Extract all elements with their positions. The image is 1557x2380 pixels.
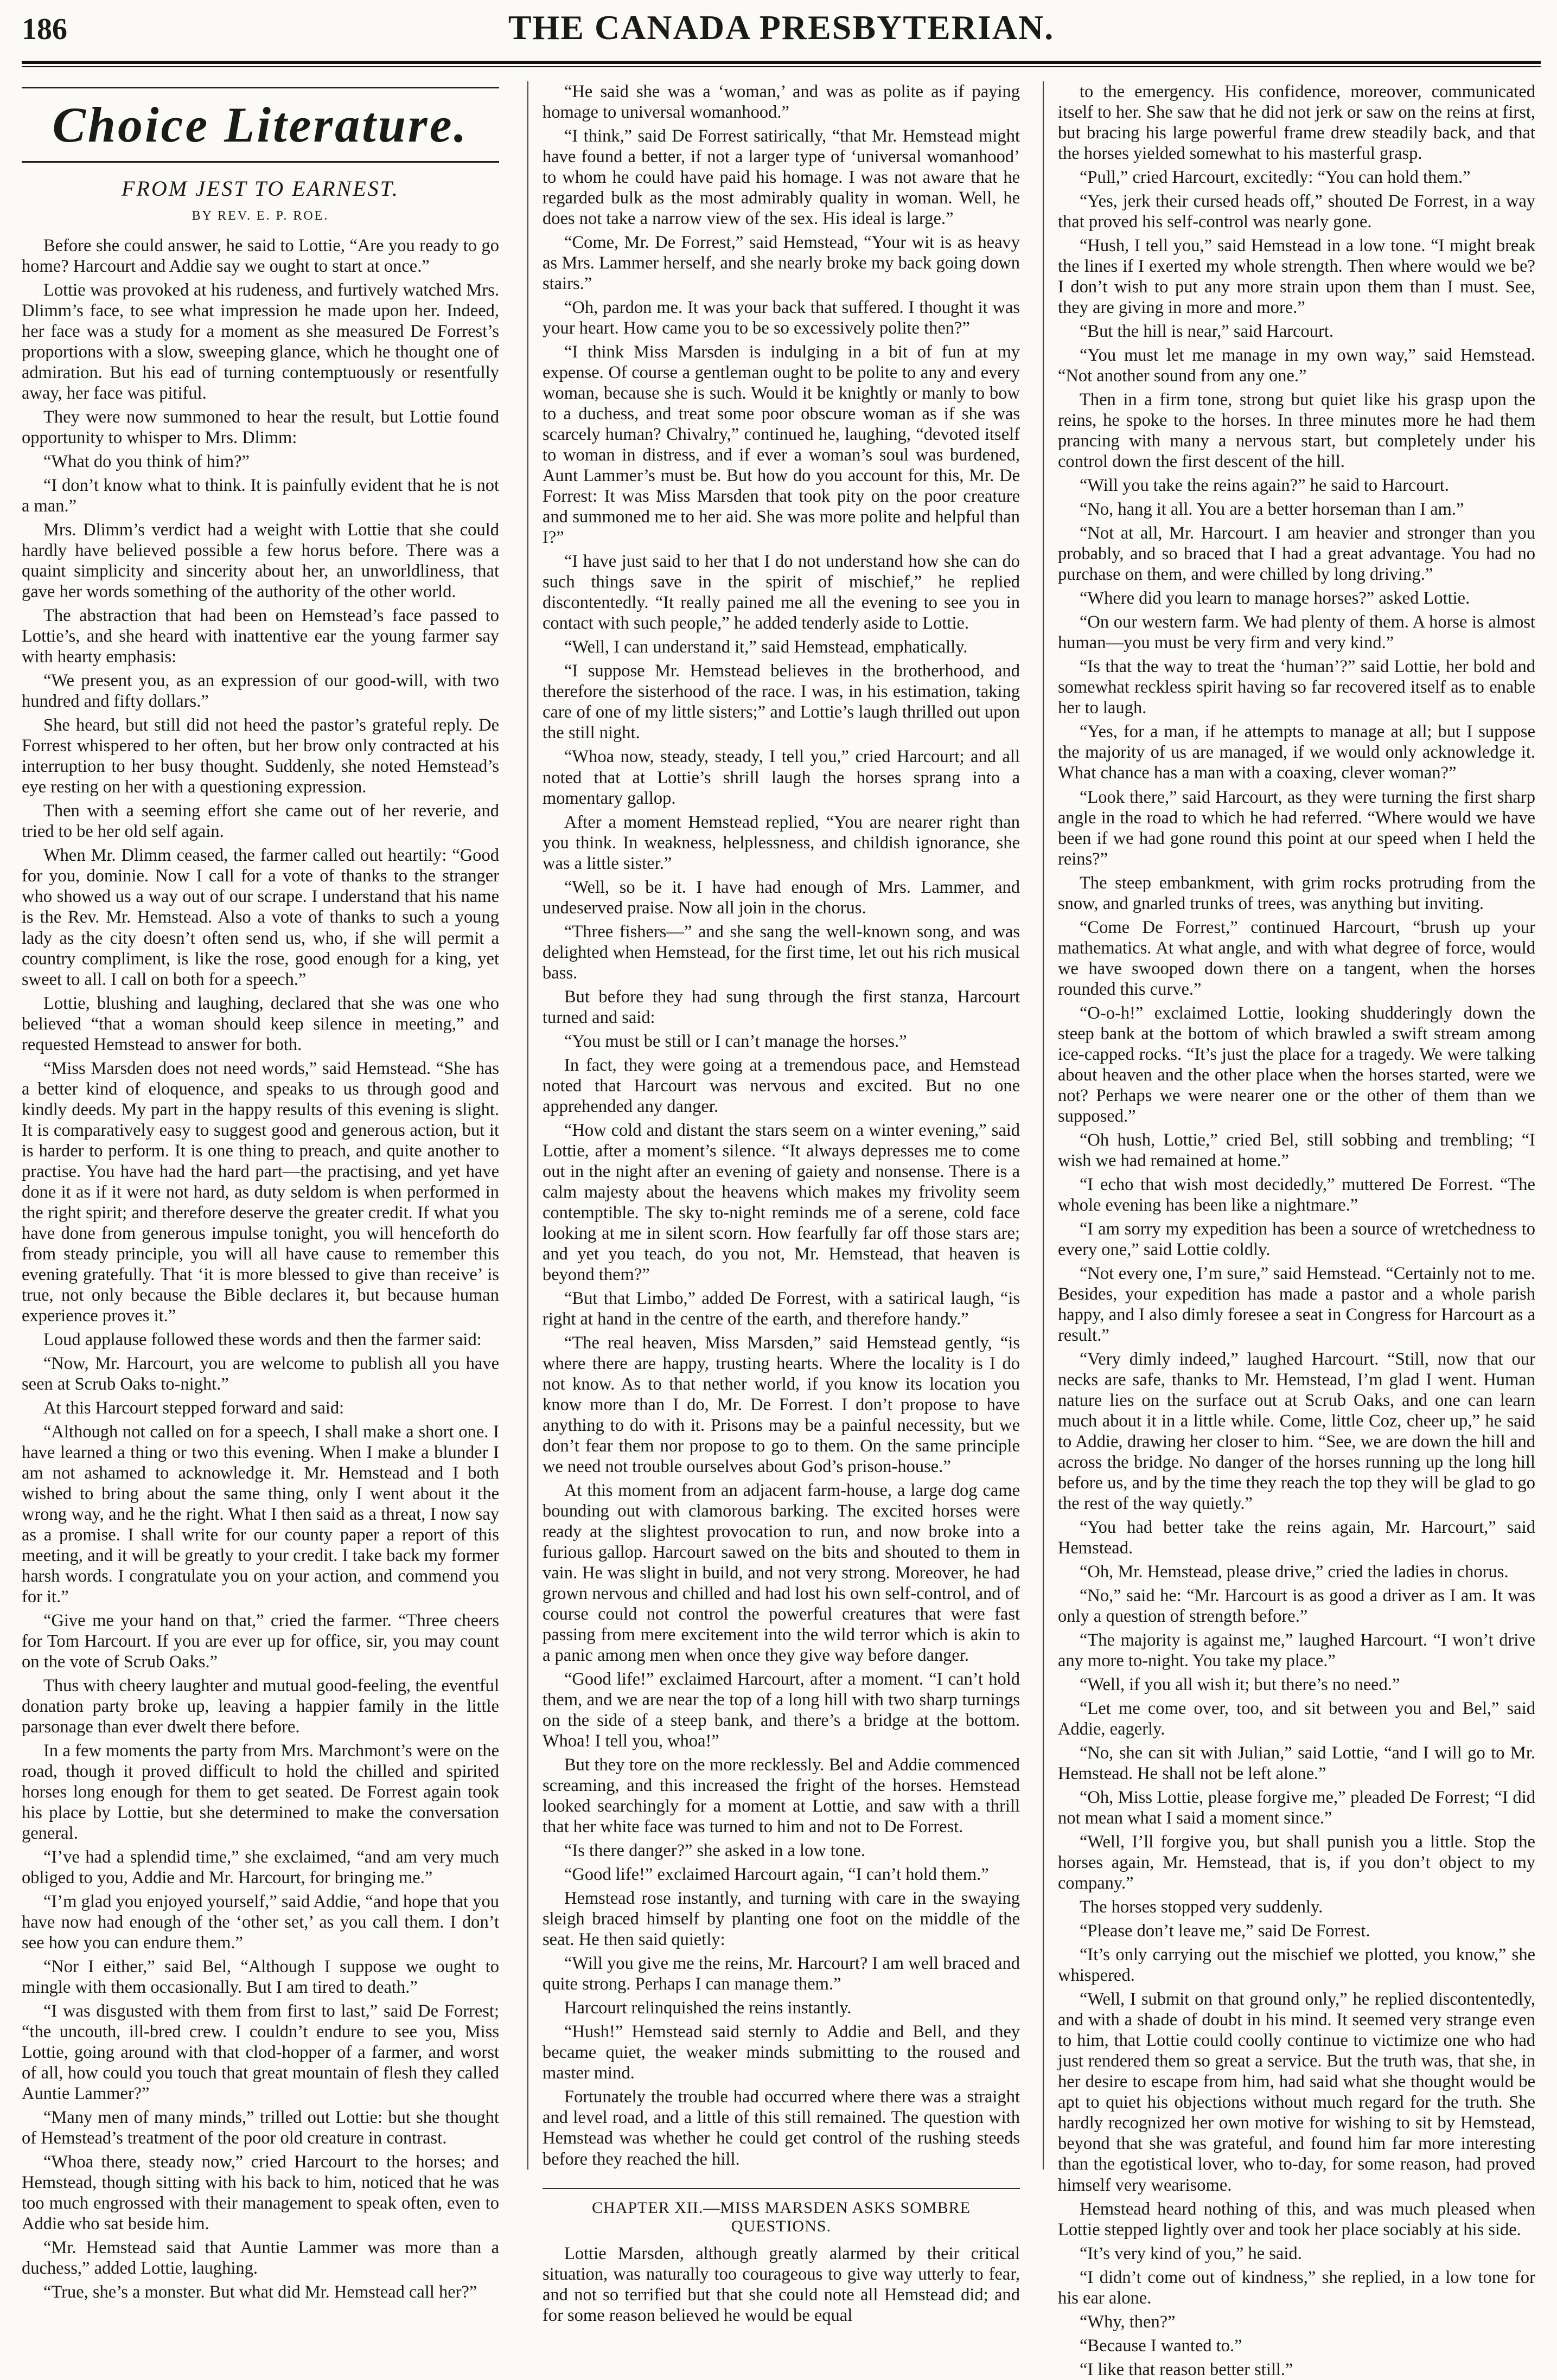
paragraph: “Because I wanted to.” [1080, 2336, 1242, 2356]
paragraph: “I was disgusted with them from first to last,” said De Forrest; “the uncouth, ill-bred crew. I couldn’t endure to see you, Miss Lottie, going around with that clod-hopper of a farmer, and worst of all, how could you touch that great mountain of flesh they called Auntie Lammer?” [22, 2001, 499, 2104]
paragraph: Hemstead rose instantly, and turning with care in the swaying sleigh braced himself by planting one foot on the middle of the seat. He then said quietly: [543, 1889, 1020, 1950]
paragraph: Mrs. Dlimm’s verdict had a weight with Lottie that she could hardly have believed possible a few horus before. There was a quaint simplicity and sincerity about her, an unworldliness, that gave her words something of the authority of the other world. [22, 520, 499, 602]
paragraph: “Although not called on for a speech, I shall make a short one. I have learned a thing or two this evening. When I make a blunder I am not ashamed to acknowledge it. Mr. Hemstead and I both wished to bring about the same thing, only I went about it the wrong way, and he the right. What I then said as a threat, I now say as a promise. I shall write for our county paper a report of this meeting, and it will be greatly to your credit. I take back my former harsh words. I congratulate you on your action, and commend you for it.” [22, 1422, 499, 1607]
paragraph: “Mr. Hemstead said that Auntie Lammer was more than a duchess,” added Lottie, laughing. [22, 2238, 499, 2279]
paragraph: In a few moments the party from Mrs. Marchmont’s were on the road, though it proved difficult to hold the chilled and spirited horses long enough for them to get seated. De Forrest again took his place by Lottie, but she determined to make the conversation general. [22, 1741, 499, 1844]
paragraph: After a moment Hemstead replied, “You are nearer right than you think. In weakness, helplessness, and childish ignorance, she was a little sister.” [543, 812, 1020, 873]
paragraph: “You must let me manage in my own way,” said Hemstead. “Not another sound from any one.” [1058, 346, 1535, 386]
paragraph: “Well, I can understand it,” said Hemstead, emphatically. [564, 637, 968, 657]
paragraph: The abstraction that had been on Hemstead’s face passed to Lottie’s, and she heard with inattentive ear the young farmer say with hearty emphasis: [22, 606, 499, 667]
paragraph: “On our western farm. We had plenty of them. A horse is almost human—you must be very firm and very kind.” [1058, 612, 1535, 653]
paragraph: “O-o-h!” exclaimed Lottie, looking shudderingly down the steep bank at the bottom of which brawled a swift stream among ice-capped rocks. “It’s just the place for a tragedy. We were talking about heaven and the other place when the horses started, were we not? Perhaps we were nearer one or the other of them than we supposed.” [1058, 1003, 1535, 1126]
paragraph: “What do you think of him?” [43, 452, 250, 472]
paragraph: “Whoa now, steady, steady, I tell you,” cried Harcourt; and all noted that at Lottie’s shrill laugh the horses sprang into a momentary gallop. [543, 747, 1020, 808]
page-number: 186 [22, 12, 67, 46]
paragraph: “Nor I either,” said Bel, “Although I suppose we ought to mingle with them occasionally. But I am tired to death.” [22, 1957, 499, 1998]
paragraph: “No,” said he: “Mr. Harcourt is as good a driver as I am. It was only a question of strength before.” [1058, 1586, 1535, 1627]
paragraph: Lottie was provoked at his rudeness, and furtively watched Mrs. Dlimm’s face, to see what impression he made upon her. Indeed, her face was a study for a moment as she measured De Forrest’s proportions with a slow, sweeping glance, which he thought one of admiration. But his ead of turning contemptuously or resentfully away, her face was pitiful. [22, 280, 499, 404]
paragraph: “Hush, I tell you,” said Hemstead in a low tone. “I might break the lines if I exerted my whole strength. Then where would we be? I don’t wish to put any more strain upon them than I must. See, they are giving in more and more.” [1058, 236, 1535, 318]
paragraph: “Give me your hand on that,” cried the farmer. “Three cheers for Tom Harcourt. If you are ever up for office, sir, you may count on the vote of Scrub Oaks.” [22, 1611, 499, 1672]
paragraph: “Oh, pardon me. It was your back that suffered. I thought it was your heart. How came you to be so excessively polite then?” [543, 298, 1020, 338]
paragraph: “Well, so be it. I have had enough of Mrs. Lammer, and undeserved praise. Now all join in the chorus. [543, 877, 1020, 918]
paragraph: “Oh, Miss Lottie, please forgive me,” pleaded De Forrest; “I did not mean what I said a moment since.” [1058, 1788, 1535, 1828]
paragraph: “Yes, jerk their cursed heads off,” shouted De Forrest, in a way that proved his self-control was nearly gone. [1058, 191, 1535, 232]
paragraph: “Pull,” cried Harcourt, excitedly: “You can hold them.” [1080, 168, 1471, 188]
paragraph: At this moment from an adjacent farm-house, a large dog came bounding out with clamorous barking. The excited horses were ready at the slightest provocation to run, and now broke into a furious gallop. Harcourt sawed on the bits and shouted to them in vain. He was slight in build, and not very strong. Moreover, he had grown nervous and chilled and had lost his own self-control, and of course could not control the powerful creatures that were fast passing from mere excitement into the wild terror which is akin to a panic among men when once they give way before danger. [543, 1481, 1020, 1666]
paragraph: “Hush!” Hemstead said sternly to Addie and Bell, and they became quiet, the weaker minds submitting to the roused and master mind. [543, 2022, 1020, 2083]
paragraph: Thus with cheery laughter and mutual good-feeling, the eventful donation party broke up, leaving a happier family in the little parsonage than ever dwelt there before. [22, 1676, 499, 1737]
paragraph: In fact, they were going at a tremendous pace, and Hemstead noted that Harcourt was nervous and excited. But no one apprehended any danger. [543, 1055, 1020, 1116]
header-rule [22, 61, 1541, 64]
paragraph: Before she could answer, he said to Lottie, “Are you ready to go home? Harcourt and Addie say we ought to start at once.” [22, 236, 499, 277]
paragraph: “I like that reason better still.” [1080, 2359, 1293, 2379]
paragraph: “Is there danger?” she asked in a low tone. [564, 1841, 865, 1861]
paragraph: Lottie Marsden, although greatly alarmed by their critical situation, was naturally too courageous to give way utterly to fear, and not so terrified but that she could note all Hemstead did; and for some reason believed he would be equal [543, 2243, 1020, 2325]
paragraph: “Oh hush, Lottie,” cried Bel, still sobbing and trembling; “I wish we had remained at home.” [1058, 1130, 1535, 1170]
paragraph: “Well, if you all wish it; but there’s no need.” [1080, 1675, 1400, 1695]
paragraph: But before they had sung through the first stanza, Harcourt turned and said: [543, 987, 1020, 1027]
column-2 [543, 81, 1020, 2325]
section-title: Choice Literature. [22, 87, 499, 163]
column-1 [22, 81, 499, 2302]
paragraph: “He said she was a ‘woman,’ and was as polite as if paying homage to universal womanhood.” [543, 82, 1020, 123]
column-3 [1058, 81, 1535, 2379]
paragraph: “Not every one, I’m sure,” said Hemstead. “Certainly not to me. Besides, your expedition has made a pastor and a whole parish happy, and I also dimly foresee a seat in Congress for Harcourt as a result.” [1058, 1263, 1535, 1345]
paragraph: They were now summoned to hear the result, but Lottie found opportunity to whisper to Mrs. Dlimm: [22, 407, 499, 448]
paragraph: “I echo that wish most decidedly,” muttered De Forrest. “The whole evening has been like a nightmare.” [1058, 1174, 1535, 1215]
column-2-body [543, 81, 1020, 2170]
paragraph: Hemstead heard nothing of this, and was much pleased when Lottie stepped lightly over and took her place sociably at his side. [1058, 2199, 1535, 2240]
paragraph: “I think,” said De Forrest satirically, “that Mr. Hemstead might have found a better, if not a larger type of ‘universal womanhood’ to whom he could have paid his homage. I was not aware that he regarded bulk as the most admirably quality in woman. Well, he does not take a narrow view of the sex. His ideal is large.” [543, 126, 1020, 229]
paragraph: The horses stopped very suddenly. [1080, 1897, 1323, 1917]
paragraph: “You had better take the reins again, Mr. Harcourt,” said Hemstead. [1058, 1518, 1535, 1558]
chapter-body [543, 2243, 1020, 2326]
column-divider [527, 81, 528, 2170]
paragraph: “Is that the way to treat the ‘human’?” said Lottie, her bold and somewhat reckless spirit having so far recovered itself as to enable her to laugh. [1058, 657, 1535, 718]
paragraph: “Many men of many minds,” trilled out Lottie: but she thought of Hemstead’s treatment of the poor old creature in contrast. [22, 2108, 499, 2148]
paragraph: “How cold and distant the stars seem on a winter evening,” said Lottie, after a moment’s silence. “It always depresses me to come out in the night after an evening of gaiety and nonsense. There is a calm majesty about the heavens which makes my frivolity seem contemptible. The sky to-night reminds me of a serene, cold face looking at me in silent scorn. How fearfully far off those stars are; and yet you teach, do you not, Mr. Hemstead, that heaven is beyond them?” [543, 1120, 1020, 1284]
masthead [22, 8, 1541, 56]
paragraph: “No, she can sit with Julian,” said Lottie, “and I will go to Mr. Hemstead. He shall not be left alone.” [1058, 1743, 1535, 1784]
column-divider [1043, 81, 1044, 2170]
paper-title: THE CANADA PRESBYTERIAN. [508, 8, 1055, 47]
paragraph: “The real heaven, Miss Marsden,” said Hemstead gently, “is where there are happy, trusting hearts. Where the locality is I do not know. As to that nether world, if you know its location you know more than I do, Mr. De Forrest. I don’t propose to have anything to do with it. Prisons may be a painful necessity, but we don’t fear them nor propose to go to them. On the same principle we need not trouble ourselves about God’s prison-house.” [543, 1333, 1020, 1476]
paragraph: The steep embankment, with grim rocks protruding from the snow, and gnarled trunks of trees, was anything but inviting. [1058, 873, 1535, 913]
paragraph: “Not at all, Mr. Harcourt. I am heavier and stronger than you probably, and so braced that I had a great advantage. You had no purchase on them, and were chilled by long driving.” [1058, 523, 1535, 585]
paragraph: She heard, but still did not heed the pastor’s grateful reply. De Forrest whispered to her often, but her brow only contracted at his interruption to her busy thought. Suddenly, she noted Hemstead’s eye resting on her with a questioning expression. [22, 715, 499, 797]
paragraph: “Good life!” exclaimed Harcourt again, “I can’t hold them.” [564, 1865, 989, 1885]
paragraph: “Look there,” said Harcourt, as they were turning the first sharp angle in the road to which he had referred. “Where would we have been if we had gone round this point at our speed when I held the reins?” [1058, 787, 1535, 869]
paragraph: “I’m glad you enjoyed yourself,” said Addie, “and hope that you have now had enough of the ‘other set,’ as you call them. I don’t see how you can endure them.” [22, 1892, 499, 1953]
paragraph: “Now, Mr. Harcourt, you are welcome to publish all you have seen at Scrub Oaks to-night.” [22, 1353, 499, 1394]
paragraph: Lottie, blushing and laughing, declared that she was one who believed “that a woman should keep silence in meeting,” and requested Hemstead to answer for both. [22, 993, 499, 1054]
paragraph: Loud applause followed these words and then the farmer said: [43, 1329, 482, 1349]
paragraph: “Good life!” exclaimed Harcourt, after a moment. “I can’t hold them, and we are near the top of a long hill with two sharp turnings on the side of a steep bank, and there’s a bridge at the bottom. Whoa! I tell you, whoa!” [543, 1669, 1020, 1751]
paragraph: But they tore on the more recklessly. Bel and Addie commenced screaming, and this increased the fright of the horses. Hemstead looked searchingly for a moment at Lottie, and saw with a thrill that her white face was turned to him and not to De Forrest. [543, 1755, 1020, 1837]
paragraph: “Very dimly indeed,” laughed Harcourt. “Still, now that our necks are safe, thanks to Mr. Hemstead, I’m glad I went. Human nature lies on the surface out at Scrub Oaks, and one can learn much about it in a little while. Come, little Coz, cheer up,” he said to Addie, drawing her closer to him. “See, we are down the hill and across the bridge. No danger of the horses running up the long hill before us, and by the time they reach the top they will be glad to go the rest of the way quietly.” [1058, 1349, 1535, 1514]
paragraph: “It’s only carrying out the mischief we plotted, you know,” she whispered. [1058, 1945, 1535, 1986]
paragraph: Fortunately the trouble had occurred where there was a straight and level road, and a little of this still remained. The question with Hemstead was whether he could get control of the rushing steeds before they reached the hill. [543, 2087, 1020, 2169]
column-1-body [22, 235, 499, 2303]
paragraph: “No, hang it all. You are a better horseman than I am.” [1080, 500, 1464, 520]
paragraph: “The majority is against me,” laughed Harcourt. “I won’t drive any more to-night. You take my place.” [1058, 1630, 1535, 1671]
paragraph: “I’ve had a splendid time,” she exclaimed, “and am very much obliged to you, Addie and Mr. Harcourt, for bringing me.” [22, 1847, 499, 1888]
paragraph: “I suppose Mr. Hemstead believes in the brotherhood, and therefore the sisterhood of the race. I was, in his estimation, taking care of one of my little sisters;” and Lottie’s laugh thrilled out upon the still night. [543, 661, 1020, 743]
paragraph: “I think Miss Marsden is indulging in a bit of fun at my expense. Of course a gentleman ought to be polite to any and every woman, because she is such. Would it be knightly or manly to bow to a duchess, and treat some poor obscure woman as if she was scarcely human? Chivalry,” continued he, laughing, “devoted itself to woman in distress, and if ever a woman’s soul was burdened, Aunt Lammer’s must be. But how do you account for this, Mr. De Forrest: It was Miss Marsden that took pity on the poor creature and summoned me to her aid. She was more polite and helpful than I?” [543, 342, 1020, 548]
paragraph: “Where did you learn to manage horses?” asked Lottie. [1080, 588, 1470, 609]
paragraph: At this Harcourt stepped forward and said: [43, 1398, 344, 1418]
paragraph: “Whoa there, steady now,” cried Harcourt to the horses; and Hemstead, though sitting with his back to him, noticed that he was too much engrossed with their management to speak often, even to Addie who sat beside him. [22, 2152, 499, 2234]
paragraph: “Well, I submit on that ground only,” he replied discontentedly, and with a shade of doubt in his mind. It seemed very strange even to him, that Lottie could coolly continue to victimize one who had just rendered them so great a service. But the truth was, that she, in her desire to escape from him, had said what she thought would be apt to quiet his objections without much regard for the truth. She hardly recognized her own motive for wishing to sit by Hemstead, beyond that she was grateful, and found him far more interesting than the egotistical lover, who to-day, for some reason, had proved himself very wearisome. [1058, 1989, 1535, 2195]
paragraph: “Please don’t leave me,” said De Forrest. [1080, 1921, 1370, 1941]
paragraph: “I didn’t come out of kindness,” she replied, in a low tone for his ear alone. [1058, 2267, 1535, 2308]
paragraph: “True, she’s a monster. But what did Mr. Hemstead call her?” [43, 2282, 477, 2302]
paragraph: “Come, Mr. De Forrest,” said Hemstead, “Your wit is as heavy as Mrs. Lammer herself, and she nearly broke my back going down stairs.” [543, 233, 1020, 294]
paragraph: “Let me come over, too, and sit between you and Bel,” said Addie, eagerly. [1058, 1699, 1535, 1739]
paragraph: “Will you give me the reins, Mr. Harcourt? I am well braced and quite strong. Perhaps I can manage them.” [543, 1954, 1020, 1994]
paragraph: “Miss Marsden does not need words,” said Hemstead. “She has a better kind of eloquence, and speaks to us through good and kindly deeds. My part in the happy results of this evening is slight. It is comparatively easy to suggest good and generous action, but it is harder to perform. It is one thing to preach, and quite another to practise. You have had the hard part—the practising, and yet have done it as if it were not hard, as duty seldom is when performed in the right spirit; and therefore deserve the greater credit. If what you have done from generous impulse tonight, you will henceforth do from steady principle, you will all have cause to remember this evening gratefully. That ‘it is more blessed to give than receive’ is true, not only because the Bible declares it, but because human experience proves it.” [22, 1058, 499, 1326]
paragraph: “Oh, Mr. Hemstead, please drive,” cried the ladies in chorus. [1080, 1562, 1509, 1582]
paragraph: “Three fishers—” and she sang the well-known song, and was delighted when Hemstead, for the first time, let out his rich musical bass. [543, 922, 1020, 983]
paragraph: “I am sorry my expedition has been a source of wretchedness to every one,” said Lottie coldly. [1058, 1219, 1535, 1259]
column-3-body [1058, 81, 1535, 2380]
story-title: FROM JEST TO EARNEST. [122, 176, 399, 201]
byline: BY REV. E. P. ROE. [192, 209, 329, 223]
paragraph: “Why, then?” [1080, 2312, 1176, 2332]
paragraph: “Yes, for a man, if he attempts to manage at all; but I suppose the majority of us are managed, if we would only acknowledge it. What chance has a man with a coaxing, clever woman?” [1058, 722, 1535, 783]
paragraph: “It’s very kind of you,” he said. [1080, 2243, 1302, 2263]
header-rule-thin [22, 66, 1541, 67]
paragraph: “But that Limbo,” added De Forrest, with a satirical laugh, “is right at hand in the centre of the earth, and therefore handy.” [543, 1288, 1020, 1329]
paragraph: “Will you take the reins again?” he said to Harcourt. [1080, 476, 1449, 496]
paragraph: “I don’t know what to think. It is painfully evident that he is not a man.” [22, 476, 499, 516]
paragraph: “Come De Forrest,” continued Harcourt, “brush up your mathematics. At what angle, and with what degree of force, would we have swooped down there on a tangent, when the horses rounded this curve.” [1058, 917, 1535, 999]
paragraph: Then in a firm tone, strong but quiet like his grasp upon the reins, he spoke to the horses. In three minutes more he had them prancing with many a nervous start, but completely under his control down the first descent of the hill. [1058, 390, 1535, 472]
paragraph: “Well, I’ll forgive you, but shall punish you a little. Stop the horses again, Mr. Hemstead, that is, if you don’t object to my company.” [1058, 1832, 1535, 1893]
paragraph: “I have just said to her that I do not understand how she can do such things save in the spirit of mischief,” he replied discontentedly. “It really pained me all the evening to see you in contact with such people,” he added tenderly aside to Lottie. [543, 552, 1020, 634]
paragraph: “You must be still or I can’t manage the horses.” [564, 1031, 907, 1051]
chapter-heading: CHAPTER XII.—MISS MARSDEN ASKS SOMBRE QUESTIONS. [543, 2188, 1020, 2236]
paragraph: Harcourt relinquished the reins instantly. [564, 1998, 852, 2018]
paragraph: “But the hill is near,” said Harcourt. [1080, 322, 1333, 342]
paragraph: “We present you, as an expression of our good-will, with two hundred and fifty dollars.” [22, 671, 499, 712]
paragraph: When Mr. Dlimm ceased, the farmer called out heartily: “Good for you, dominie. Now I call for a vote of thanks to the stranger who showed us a way out of our scrape. I understand that his name is the Rev. Mr. Hemstead. Also a vote of thanks to such a young lady as the city doesn’t often send us, who, if she will permit a country compliment, is like the rose, good enough for a king, yet sweet to all. I call on both for a speech.” [22, 846, 499, 989]
paragraph: to the emergency. His confidence, moreover, communicated itself to her. She saw that he did not jerk or saw on the reins at first, but bracing his large powerful frame drew steadily back, and that the horses yielded somewhat to his masterful grasp. [1058, 82, 1535, 164]
paragraph: Then with a seeming effort she came out of her reverie, and tried to be her old self again. [22, 801, 499, 842]
